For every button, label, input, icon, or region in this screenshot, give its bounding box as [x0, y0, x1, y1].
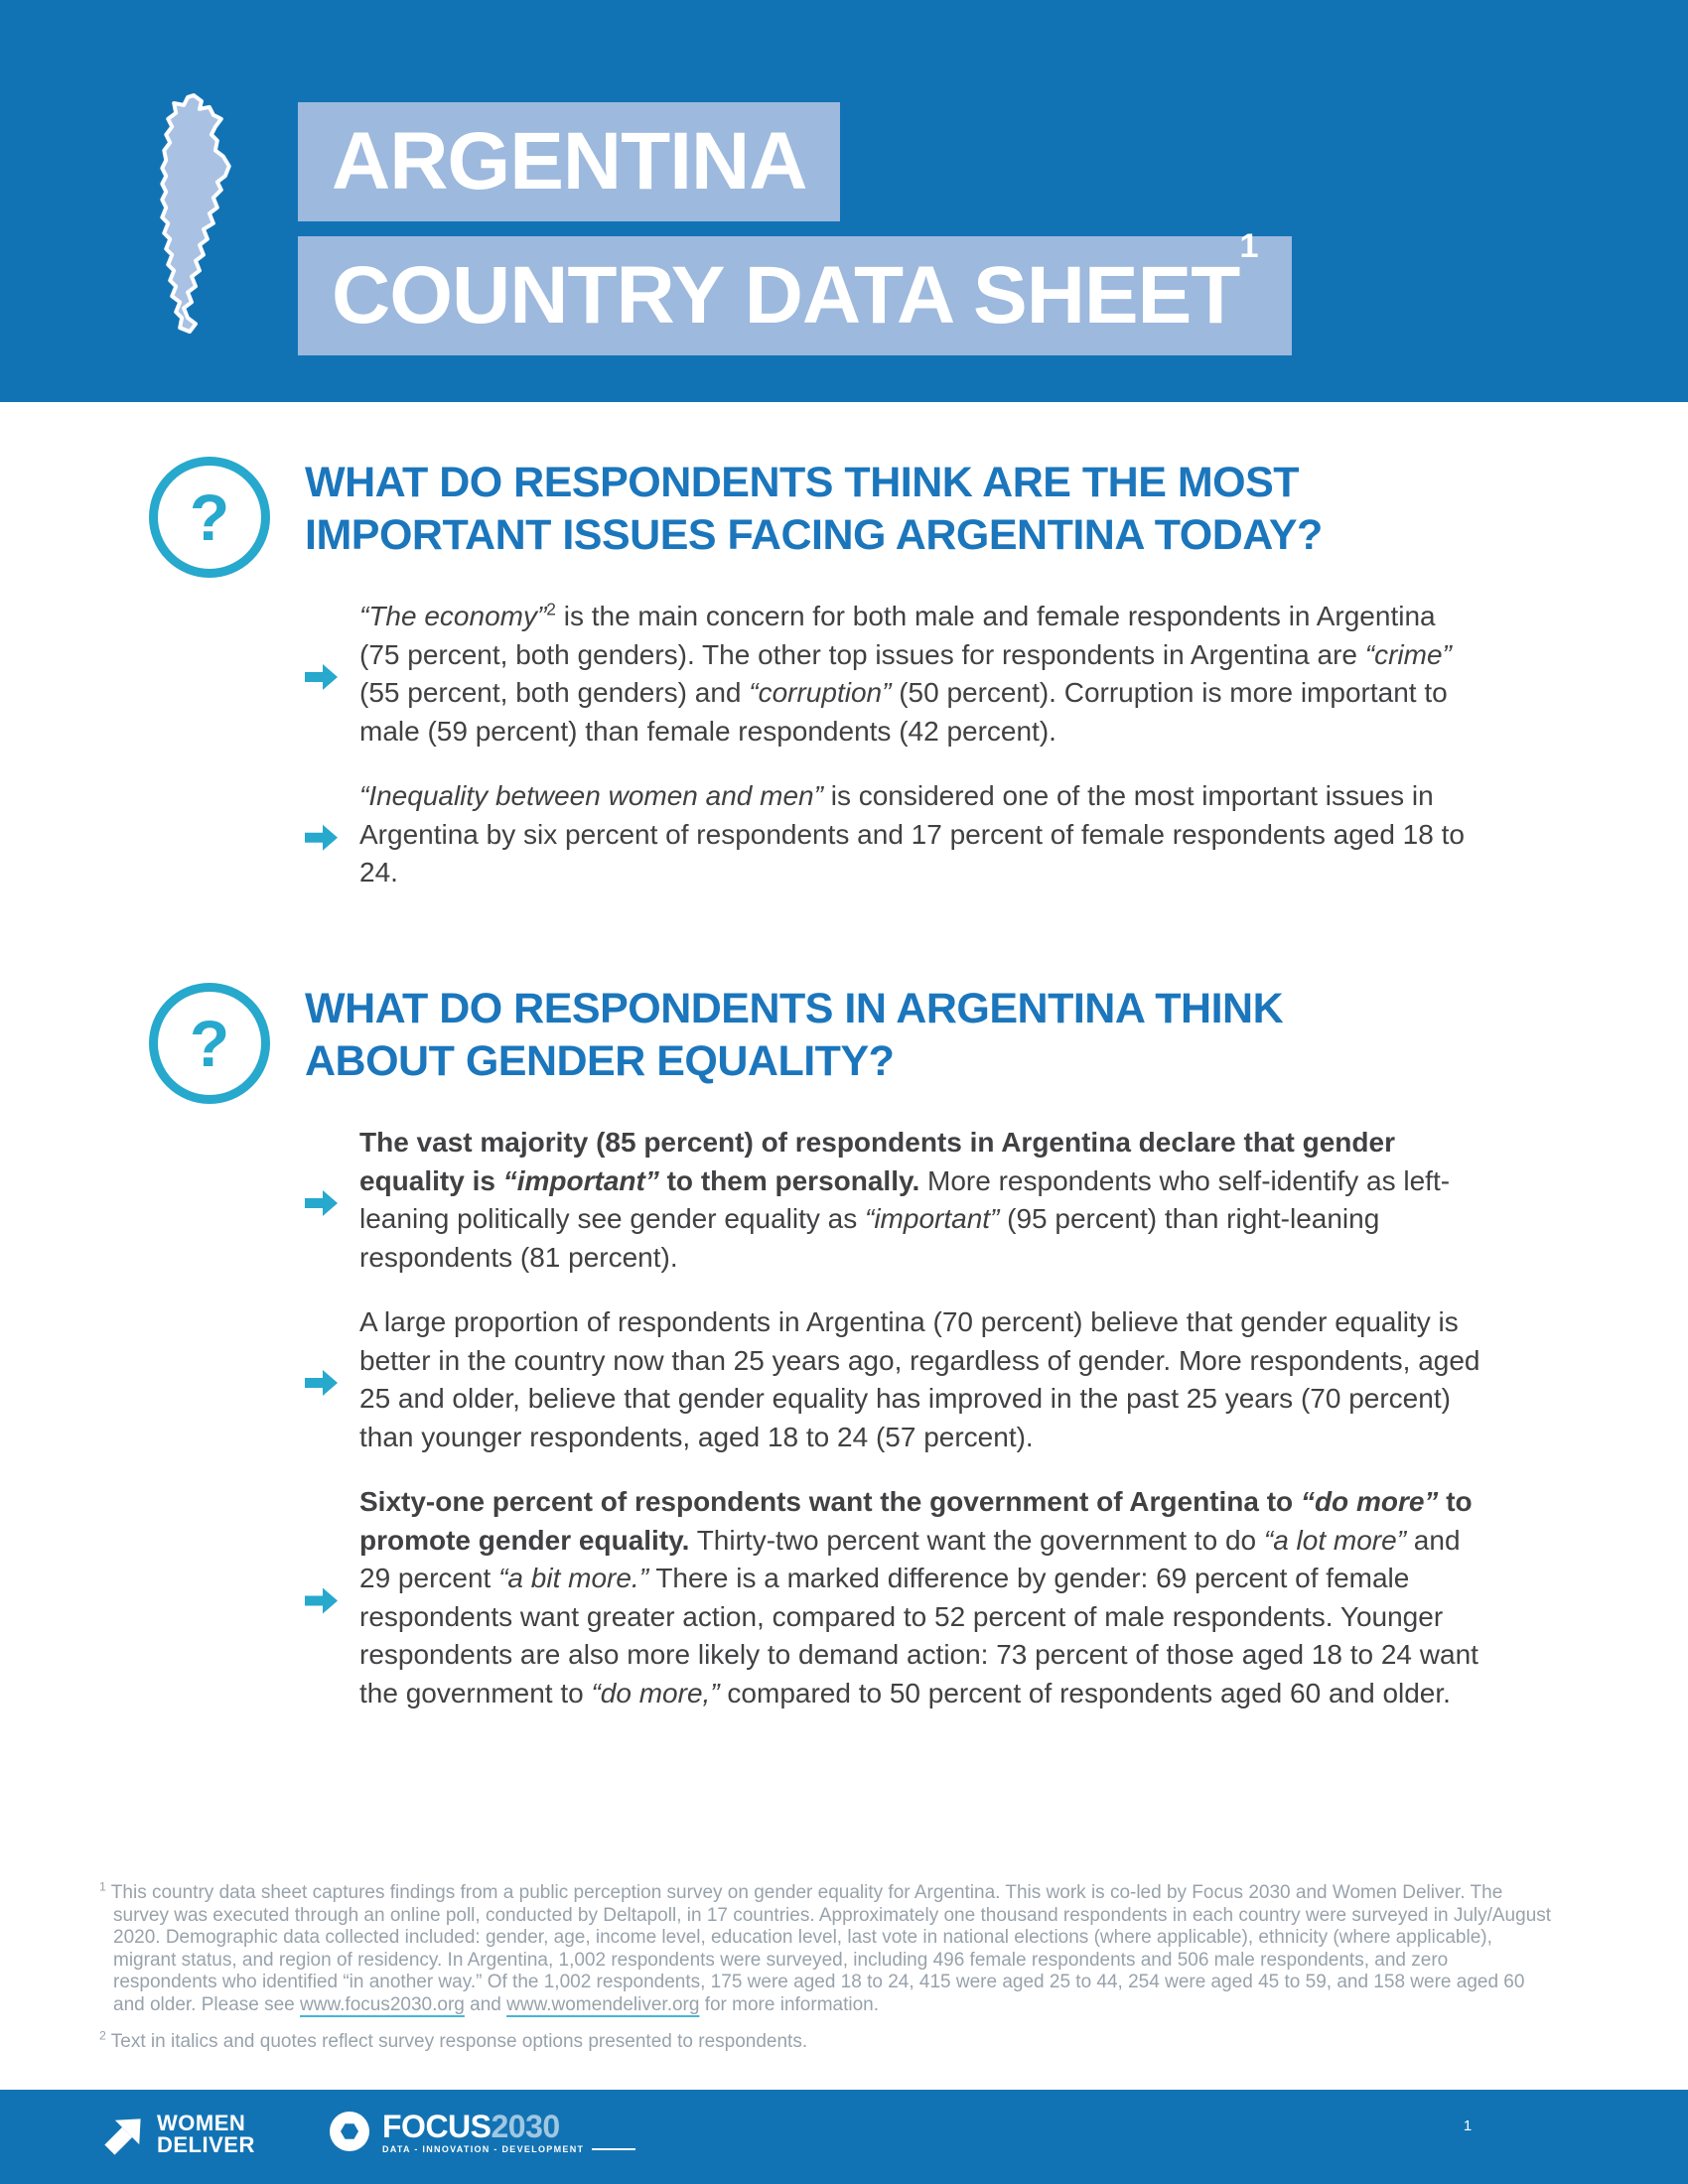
women-deliver-wordmark	[157, 2113, 255, 2156]
footnote-1: $^1$ This country data sheet captures findings from a public perception survey on gender equality for Argentina. This work is co-led by Focus 2030 and Women Deliver. The survey was executed through an online poll, conducted by Deltapoll, in 17 countries. Approximately one thousand respondents in each country were surveyed in July/August 2020. Demographic data collected included: gender, age, income level, education level, last vote in national elections (where applicable), ethnicity (where applicable), migrant status, and region of residency. In Argentina, 1,002 respondents were surveyed, including 496 female respondents and 506 male respondents, and zero respondents who identified “in another way.” Of the 1,002 respondents, 175 were aged 18 to 24, 415 were aged 25 to 44, 254 were aged 45 to 59, and 158 were aged 60 and older. Please see www.focus2030.org and www.womendeliver.org for more information.	[99, 1879, 1552, 2015]
page-title-country	[298, 102, 840, 221]
title-footnote-ref: 1	[1239, 227, 1258, 265]
bullet-text: A large proportion of respondents in Argentina (70 percent) believe that gender equality is better in the country now than 25 years ago, regardless of gender. More respondents, aged 25 and older, believe that gender equality has improved in the past 25 years (70 percent) than younger respondents, aged 18 to 24 (57 percent).	[359, 1306, 1480, 1452]
page-title	[298, 102, 1292, 355]
arrow-bullet-icon	[305, 1489, 339, 1712]
argentina-map-icon	[149, 89, 248, 345]
bullet-text: The vast majority (85 percent) of respondents in Argentina declare that gender equality is “important” to them personally. More respondents who self-identify as left-leaning politically see gender equality as “important” (95 percent) than right-leaning respondents (81 percent).	[359, 1127, 1451, 1273]
page-title-subtitle-text: COUNTRY DATA SHEET	[332, 250, 1240, 341]
bullet-item	[305, 777, 1481, 892]
page-title-subtitle	[298, 227, 1292, 355]
bullet-item	[305, 1124, 1481, 1277]
focus2030-logo	[328, 2110, 635, 2154]
bullet-item	[305, 598, 1481, 751]
arrow-bullet-icon	[305, 1130, 339, 1277]
question-mark-glyph: ?	[189, 1007, 230, 1080]
footnote-2: $^2$ Text in italics and quotes reflect survey response options presented to respondents.	[99, 2028, 808, 2052]
question-mark-icon	[149, 983, 270, 1104]
page-title-country-text: ARGENTINA	[332, 116, 807, 206]
bullet-text: “The economy”$^2$ is the main concern for both male and female respondents in Argentina (75 percent, both genders). The other top issues for respondents in Argentina are “crime” (55 percent, both genders) and “corruption” (50 percent). Corruption is more important to male (59 percent) than female respondents (42 percent).	[359, 599, 1452, 747]
bullet-item	[305, 1483, 1481, 1712]
section-gender-equality	[144, 975, 1534, 1739]
bullet-text: “Inequality between women and men” is considered one of the most important issues in Argentina by six percent of respondents and 17 percent of female respondents aged 18 to 24.	[359, 780, 1465, 887]
section-heading-line: IMPORTANT ISSUES FACING ARGENTINA TODAY?	[305, 511, 1323, 559]
women-deliver-logo	[102, 2112, 255, 2157]
footer-banner	[0, 2090, 1688, 2184]
arrow-bullet-icon	[305, 783, 339, 892]
header-banner	[0, 0, 1688, 402]
footnote-link[interactable]: www.focus2030.org	[300, 1993, 465, 2015]
bullet-text: Sixty-one percent of respondents want the government of Argentina to “do more” to promote gender equality. Thirty-two percent want the government to do “a lot more” and 29 percent “a bit more.” There is a marked difference by gender: 69 percent of female respondents want greater action, compared to 52 percent of male respondents. Younger respondents are also more likely to demand action: 73 percent of those aged 18 to 24 want the government to “do more,” compared to 50 percent of respondents aged 60 and older.	[359, 1486, 1478, 1708]
section-heading-line: WHAT DO RESPONDENTS THINK ARE THE MOST	[305, 459, 1300, 506]
focus2030-bold-text: FOCUS	[382, 2109, 492, 2144]
page-number: 1	[1463, 2117, 1473, 2134]
section-heading	[305, 449, 1534, 562]
bullet-item	[305, 1303, 1481, 1456]
question-mark-glyph: ?	[189, 480, 230, 554]
focus2030-wordmark	[382, 2110, 635, 2154]
section-heading-line: WHAT DO RESPONDENTS IN ARGENTINA THINK	[305, 985, 1284, 1032]
section-important-issues	[144, 449, 1534, 919]
focus2030-light-text: 2030	[491, 2109, 560, 2144]
arrow-bullet-icon	[305, 604, 339, 751]
women-deliver-arrow-icon	[102, 2112, 148, 2157]
footnote-link[interactable]: www.womendeliver.org	[506, 1993, 700, 2015]
focus2030-aperture-icon	[328, 2110, 371, 2153]
arrow-bullet-icon	[305, 1309, 339, 1456]
section-heading	[305, 975, 1534, 1088]
focus2030-tagline: DATA - INNOVATION - DEVELOPMENT	[382, 2144, 585, 2154]
women-deliver-line2: DELIVER	[157, 2132, 255, 2157]
footnotes	[99, 1879, 1557, 2069]
section-heading-line: ABOUT GENDER EQUALITY?	[305, 1037, 895, 1085]
women-deliver-line1: WOMEN	[157, 2111, 246, 2135]
question-mark-icon	[149, 457, 270, 578]
